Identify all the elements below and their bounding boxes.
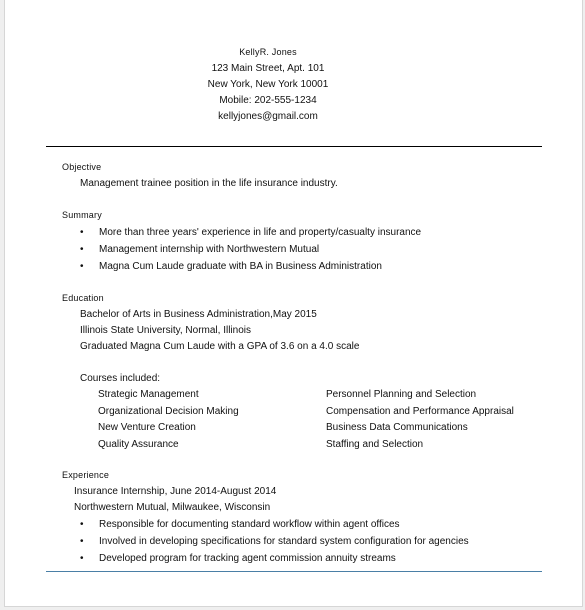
- experience-item: • Responsible for documenting standard workflow within agent offices: [80, 519, 469, 536]
- courses-right-column: [326, 389, 514, 455]
- candidate-name: KellyR. Jones: [239, 47, 297, 57]
- education-degree: Bachelor of Arts in Business Administration,May 2015: [80, 309, 317, 320]
- objective-text: Management trainee position in the life insurance industry.: [80, 178, 338, 189]
- course-item: New Venture Creation: [98, 422, 196, 433]
- resume-page: [4, 0, 583, 607]
- experience-title: Insurance Internship, June 2014-August 2014: [74, 486, 277, 497]
- header-divider: [46, 146, 542, 147]
- summary-item: • Management internship with Northwestern Mutual: [80, 244, 421, 261]
- courses-label: Courses included:: [80, 373, 161, 384]
- course-item: Quality Assurance: [98, 438, 179, 450]
- experience-item: • Involved in developing specifications for standard system configuration for agencies: [80, 536, 469, 553]
- summary-list: [80, 227, 421, 278]
- experience-heading: Experience: [62, 470, 110, 480]
- address-line-2: New York, New York 10001: [207, 79, 329, 90]
- course-item: Business Data Communications: [326, 422, 468, 433]
- experience-company: Northwestern Mutual, Milwaukee, Wisconsin: [74, 502, 271, 513]
- experience-list: [80, 519, 469, 570]
- phone: Mobile: 202-555-1234: [219, 95, 317, 106]
- course-item: Compensation and Performance Appraisal: [326, 405, 514, 417]
- education-gpa: Graduated Magna Cum Laude with a GPA of 3.6 on a 4.0 scale: [80, 341, 360, 352]
- education-heading: Education: [62, 293, 104, 303]
- course-item: Staffing and Selection: [326, 438, 424, 450]
- courses-left-column: [98, 389, 239, 455]
- course-item: Personnel Planning and Selection: [326, 389, 477, 400]
- address-line-1: 123 Main Street, Apt. 101: [211, 63, 325, 74]
- footer-divider: [46, 571, 542, 572]
- email: kellyjones@gmail.com: [218, 111, 318, 122]
- experience-item: • Developed program for tracking agent commission annuity streams: [80, 553, 469, 570]
- education-school: Illinois State University, Normal, Illinois: [80, 325, 251, 336]
- summary-item: • More than three years' experience in life and property/casualty insurance: [80, 227, 421, 244]
- course-item: Organizational Decision Making: [98, 405, 239, 417]
- objective-heading: Objective: [62, 162, 102, 172]
- course-item: Strategic Management: [98, 389, 199, 400]
- summary-item: • Magna Cum Laude graduate with BA in Business Administration: [80, 261, 421, 278]
- summary-heading: Summary: [62, 210, 102, 220]
